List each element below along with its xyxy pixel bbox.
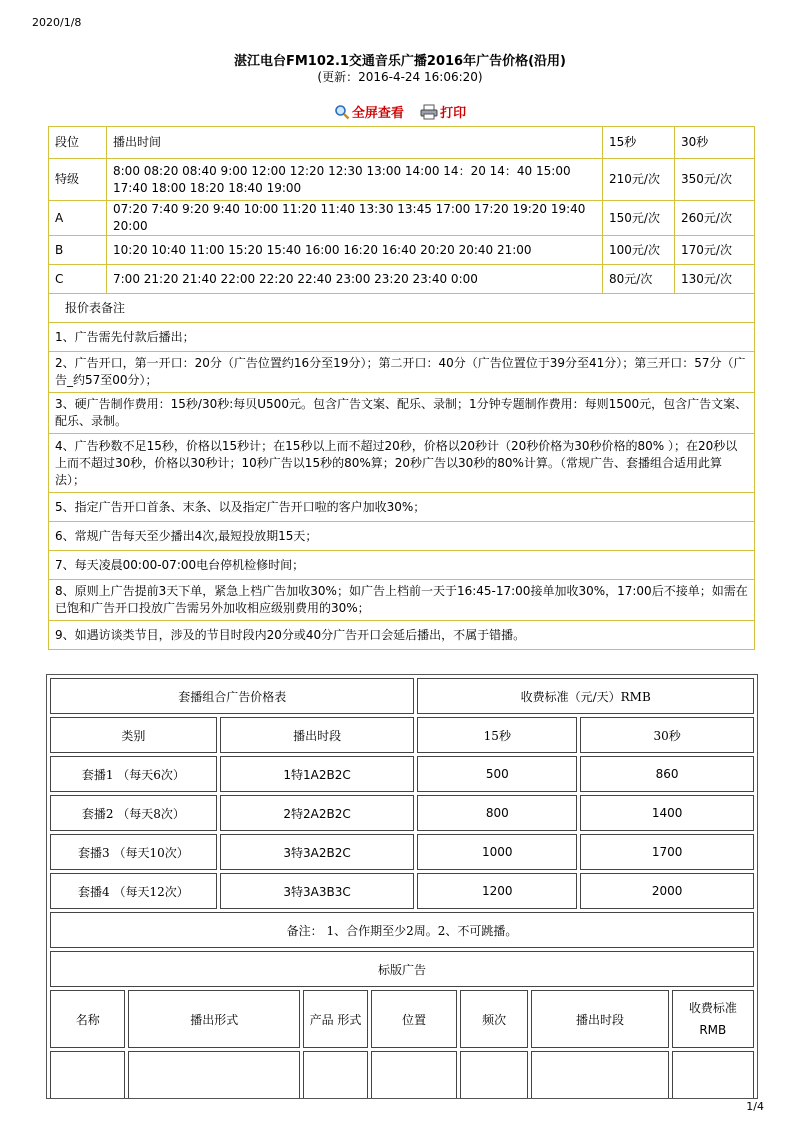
row-price-15: 100元/次 [603, 236, 675, 265]
package-title-row [50, 678, 754, 714]
package-price-15: 800 [417, 795, 577, 831]
package-header-row [50, 717, 754, 753]
header-30s: 30秒 [580, 717, 754, 753]
row-price-30: 350元/次 [675, 159, 755, 201]
package-name: 套播1 （每天6次） [50, 756, 217, 792]
print-date: 2020/1/8 [32, 16, 82, 29]
note-item: 2、广告开口，第一开口：20分（广告位置约16分至19分）；第二开口：40分（广告位置位于39分至41分）；第三开口：57分（广告_约57至00分）； [49, 352, 755, 393]
note-item: 6、常规广告每天至少播出4次,最短投放期15天； [49, 522, 755, 551]
row-times: 7:00 21:20 21:40 22:00 22:20 22:40 23:00 23:20 23:40 0:00 [107, 265, 603, 294]
standard-title-row [50, 951, 754, 987]
note-row [49, 352, 755, 393]
package-price-15: 1200 [417, 873, 577, 909]
package-name: 套播3 （每天10次） [50, 834, 217, 870]
notes-title: 报价表备注 [49, 294, 755, 323]
package-price-30: 2000 [580, 873, 754, 909]
header-level: 段位 [49, 127, 107, 159]
magnifier-icon [334, 104, 350, 120]
update-time: (更新：2016-4-24 16:06:20) [317, 70, 483, 84]
row-price-15: 150元/次 [603, 201, 675, 236]
standard-ad-table [47, 987, 757, 1099]
note-row [49, 522, 755, 551]
package-price-30: 1400 [580, 795, 754, 831]
row-level: 特级 [49, 159, 107, 201]
note-item: 4、广告秒数不足15秒，价格以15秒计；在15秒以上而不超过20秒，价格以20秒计（20秒价格为30秒价格的80% ）；在20秒以上而不超过30秒，价格以30秒计；10秒广告以15秒的80%算；20秒广告以30秒的80%计算。（常规广告、套播组合适用此算法）； [49, 434, 755, 493]
header-30s: 30秒 [675, 127, 755, 159]
note-item: 7、每天凌晨00:00-07:00电台停机检修时间； [49, 551, 755, 580]
fee-header: 收费标准（元/天）RMB [417, 678, 754, 714]
standard-ad-title: 标版广告 [50, 951, 754, 987]
row-price-30: 260元/次 [675, 201, 755, 236]
row-times: 07:20 7:40 9:20 9:40 10:00 11:20 11:40 13:30 13:45 17:00 17:20 19:20 19:40 20:00 [107, 201, 603, 236]
package-table-title: 套播组合广告价格表 [50, 678, 414, 714]
print-label: 打印 [440, 106, 467, 121]
package-slots: 3特3A3B3C [220, 873, 415, 909]
printer-icon [420, 104, 438, 120]
package-price-30: 1700 [580, 834, 754, 870]
remark-row [50, 912, 754, 948]
fullscreen-label: 全屏查看 [351, 106, 404, 121]
package-remark: 备注： 1、合作期至少2周。2、不可跳播。 [50, 912, 754, 948]
empty-cell [50, 1051, 125, 1099]
header-fee-unit: RMB [699, 1023, 727, 1037]
row-times: 10:20 10:40 11:00 15:20 15:40 16:00 16:20 16:40 20:20 20:40 21:00 [107, 236, 603, 265]
header-format: 播出形式 [128, 990, 300, 1048]
package-slots: 3特3A2B2C [220, 834, 415, 870]
notes-title-row [49, 294, 755, 323]
note-row [49, 551, 755, 580]
row-level: B [49, 236, 107, 265]
note-item: 9、如遇访谈类节目，涉及的节目时段内20分或40分广告开口会延后播出，不属于错播。 [49, 621, 755, 650]
package-price-15: 1000 [417, 834, 577, 870]
table-row [49, 265, 755, 294]
table-row [50, 756, 754, 792]
note-row [49, 493, 755, 522]
package-slots: 1特1A2B2C [220, 756, 415, 792]
rate-table-header [49, 127, 755, 159]
header-category: 类别 [50, 717, 217, 753]
note-row [49, 434, 755, 493]
header-frequency: 频次 [460, 990, 529, 1048]
rate-table [48, 126, 755, 650]
note-item: 8、原则上广告提前3天下单，紧急上档广告加收30%；如广告上档前一天于16:45-17:00接单加收30%，17:00后不接单；如需在已饱和广告开口投放广告需另外加收相应级别费用的30%； [49, 580, 755, 621]
row-price-15: 210元/次 [603, 159, 675, 201]
note-item: 1、广告需先付款后播出； [49, 323, 755, 352]
header-fee-label: 收费标准 [688, 1001, 737, 1015]
empty-cell [371, 1051, 457, 1099]
empty-cell [672, 1051, 754, 1099]
header-times: 播出时间 [107, 127, 603, 159]
header-15s: 15秒 [603, 127, 675, 159]
page-number: 1/4 [746, 1100, 764, 1113]
row-price-30: 130元/次 [675, 265, 755, 294]
header-fee [672, 990, 754, 1048]
note-row [49, 323, 755, 352]
action-bar [0, 102, 800, 124]
row-price-15: 80元/次 [603, 265, 675, 294]
fullscreen-button[interactable] [334, 102, 404, 121]
package-table [47, 675, 757, 990]
print-button[interactable] [420, 102, 466, 121]
table-row [49, 236, 755, 265]
header-product: 产品 形式 [303, 990, 368, 1048]
package-name: 套播2 （每天8次） [50, 795, 217, 831]
table-row [50, 873, 754, 909]
empty-cell [531, 1051, 668, 1099]
empty-cell [460, 1051, 529, 1099]
package-name: 套播4 （每天12次） [50, 873, 217, 909]
note-row [49, 393, 755, 434]
row-level: A [49, 201, 107, 236]
note-item: 3、硬广告制作费用：15秒/30秒:每贝U500元。包含广告文案、配乐、录制；1分钟专题制作费用：每则1500元，包含广告文案、配乐、录制。 [49, 393, 755, 434]
row-price-30: 170元/次 [675, 236, 755, 265]
page-title: 湛江电台FM102.1交通音乐广播2016年广告价格(沿用) [233, 54, 566, 69]
table-row [49, 201, 755, 236]
header-position: 位置 [371, 990, 457, 1048]
standard-header-row [50, 990, 754, 1048]
table-row [49, 159, 755, 201]
header-name: 名称 [50, 990, 125, 1048]
note-item: 5、指定广告开口首条、末条、以及指定广告开口啦的客户加收30%； [49, 493, 755, 522]
note-row [49, 580, 755, 621]
row-times: 8:00 08:20 08:40 9:00 12:00 12:20 12:30 13:00 14:00 14：20 14：40 15:00 17:40 18:00 18:20 18:40 19:00 [107, 159, 603, 201]
table-row [50, 834, 754, 870]
table-row [50, 795, 754, 831]
header-slots: 播出时段 [220, 717, 415, 753]
note-row [49, 621, 755, 650]
package-price-30: 860 [580, 756, 754, 792]
header-15s: 15秒 [417, 717, 577, 753]
empty-cell [128, 1051, 300, 1099]
row-level: C [49, 265, 107, 294]
package-section [46, 674, 758, 1099]
empty-cell [303, 1051, 368, 1099]
package-price-15: 500 [417, 756, 577, 792]
package-slots: 2特2A2B2C [220, 795, 415, 831]
header-period: 播出时段 [531, 990, 668, 1048]
table-row [50, 1051, 754, 1099]
